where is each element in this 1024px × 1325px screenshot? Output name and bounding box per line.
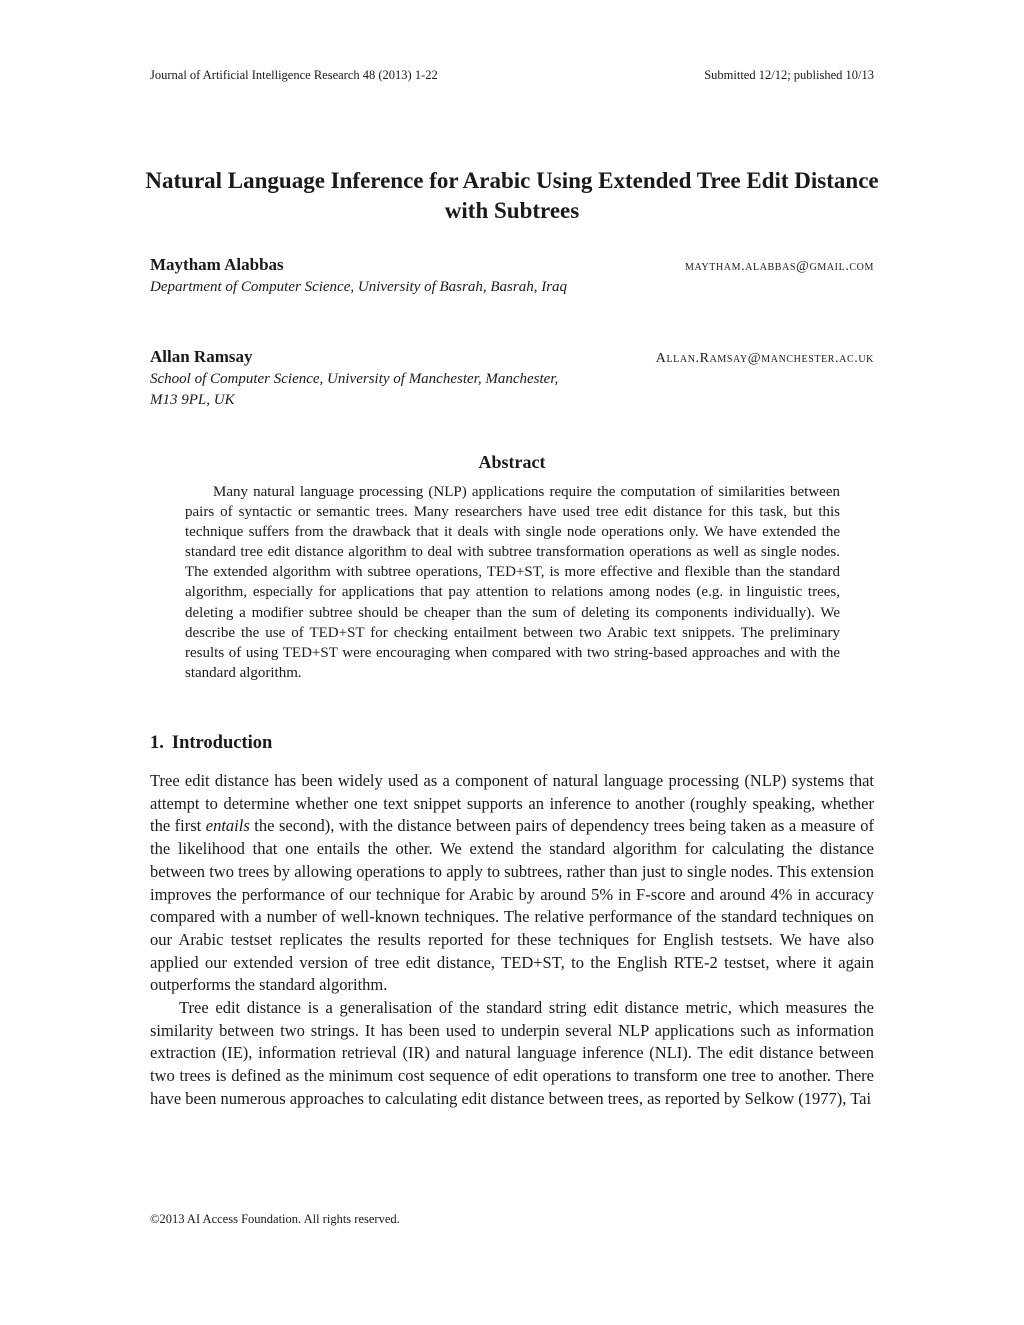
author-block-2 bbox=[150, 347, 874, 411]
submission-dates: Submitted 12/12; published 10/13 bbox=[704, 68, 874, 82]
author-email[interactable]: Allan.Ramsay@manchester.ac.uk bbox=[655, 351, 874, 366]
copyright-footer: ©2013 AI Access Foundation. All rights reserved. bbox=[150, 1212, 400, 1226]
emphasis-entails: entails bbox=[205, 816, 250, 836]
paragraph-2: Tree edit distance is a generalisation of the standard string edit distance metric, which measures the similarity between two strings. It has been used to underpin several NLP applications such as information extraction (IE), information retrieval (IR) and natural language inference (NLI). The edit distance between two trees is defined as the minimum cost sequence of edit operations to transform one tree to another. There have been numerous approaches to calculating edit distance between trees, as reported by Selkow (1977), Tai bbox=[150, 998, 874, 1108]
section-title: Introduction bbox=[171, 733, 273, 753]
author-block-1 bbox=[150, 255, 874, 298]
author-email[interactable]: maytham.alabbas@gmail.com bbox=[685, 259, 874, 274]
section-body bbox=[150, 770, 874, 1111]
running-header bbox=[150, 68, 874, 83]
author-affiliation: Department of Computer Science, University of Basrah, Basrah, Iraq bbox=[150, 279, 568, 295]
paragraph-1: Tree edit distance has been widely used as a component of natural language processing (NLP) systems that attempt to determine whether one text snippet supports an inference to another (roughly speaking, whether the first entails the second), with the distance between pairs of dependency trees being taken as a measure of the likelihood that one entails the other. We extend the standard algorithm for calculating the distance between two trees by allowing operations to apply to subtrees, rather than just to single nodes. This extension improves the performance of our technique for Arabic by around 5% in F-score and around 4% in accuracy compared with a number of well-known techniques. The relative performance of the standard techniques on our Arabic testset replicates the results reported for these techniques for English testsets. We have also applied our extended version of tree edit distance, TED+ST, to the English RTE-2 testset, where it again outperforms the standard algorithm. bbox=[150, 771, 874, 995]
abstract-text: Many natural language processing (NLP) applications require the computation of similarities between pairs of syntactic or semantic trees. Many researchers have used tree edit distance for this task, but this technique suffers from the drawback that it deals with single node operations only. We have extended the standard tree edit distance algorithm to deal with subtree transformation operations as well as single nodes. The extended algorithm with subtree operations, TED+ST, is more effective and flexible than the standard algorithm, especially for applications that pay attention to relations among nodes (e.g. in linguistic trees, deleting a modifier subtree should be cheaper than the sum of deleting its components individually). We describe the use of TED+ST for checking entailment between two Arabic text snippets. The preliminary results of using TED+ST were encouraging when compared with two string-based approaches and with the standard algorithm. bbox=[185, 484, 840, 681]
section-number: 1. bbox=[150, 733, 164, 753]
abstract-heading: Abstract bbox=[478, 452, 546, 472]
author-name: Allan Ramsay bbox=[150, 347, 253, 366]
author-name: Maytham Alabbas bbox=[150, 255, 284, 274]
section-heading bbox=[150, 733, 874, 754]
journal-citation: Journal of Artificial Intelligence Research 48 (2013) 1-22 bbox=[150, 68, 438, 82]
author-affiliation: School of Computer Science, University of Manchester, Manchester, M13 9PL, UK bbox=[150, 371, 559, 408]
paper-title: Natural Language Inference for Arabic Using Extended Tree Edit Distance with Subtrees bbox=[145, 168, 879, 223]
